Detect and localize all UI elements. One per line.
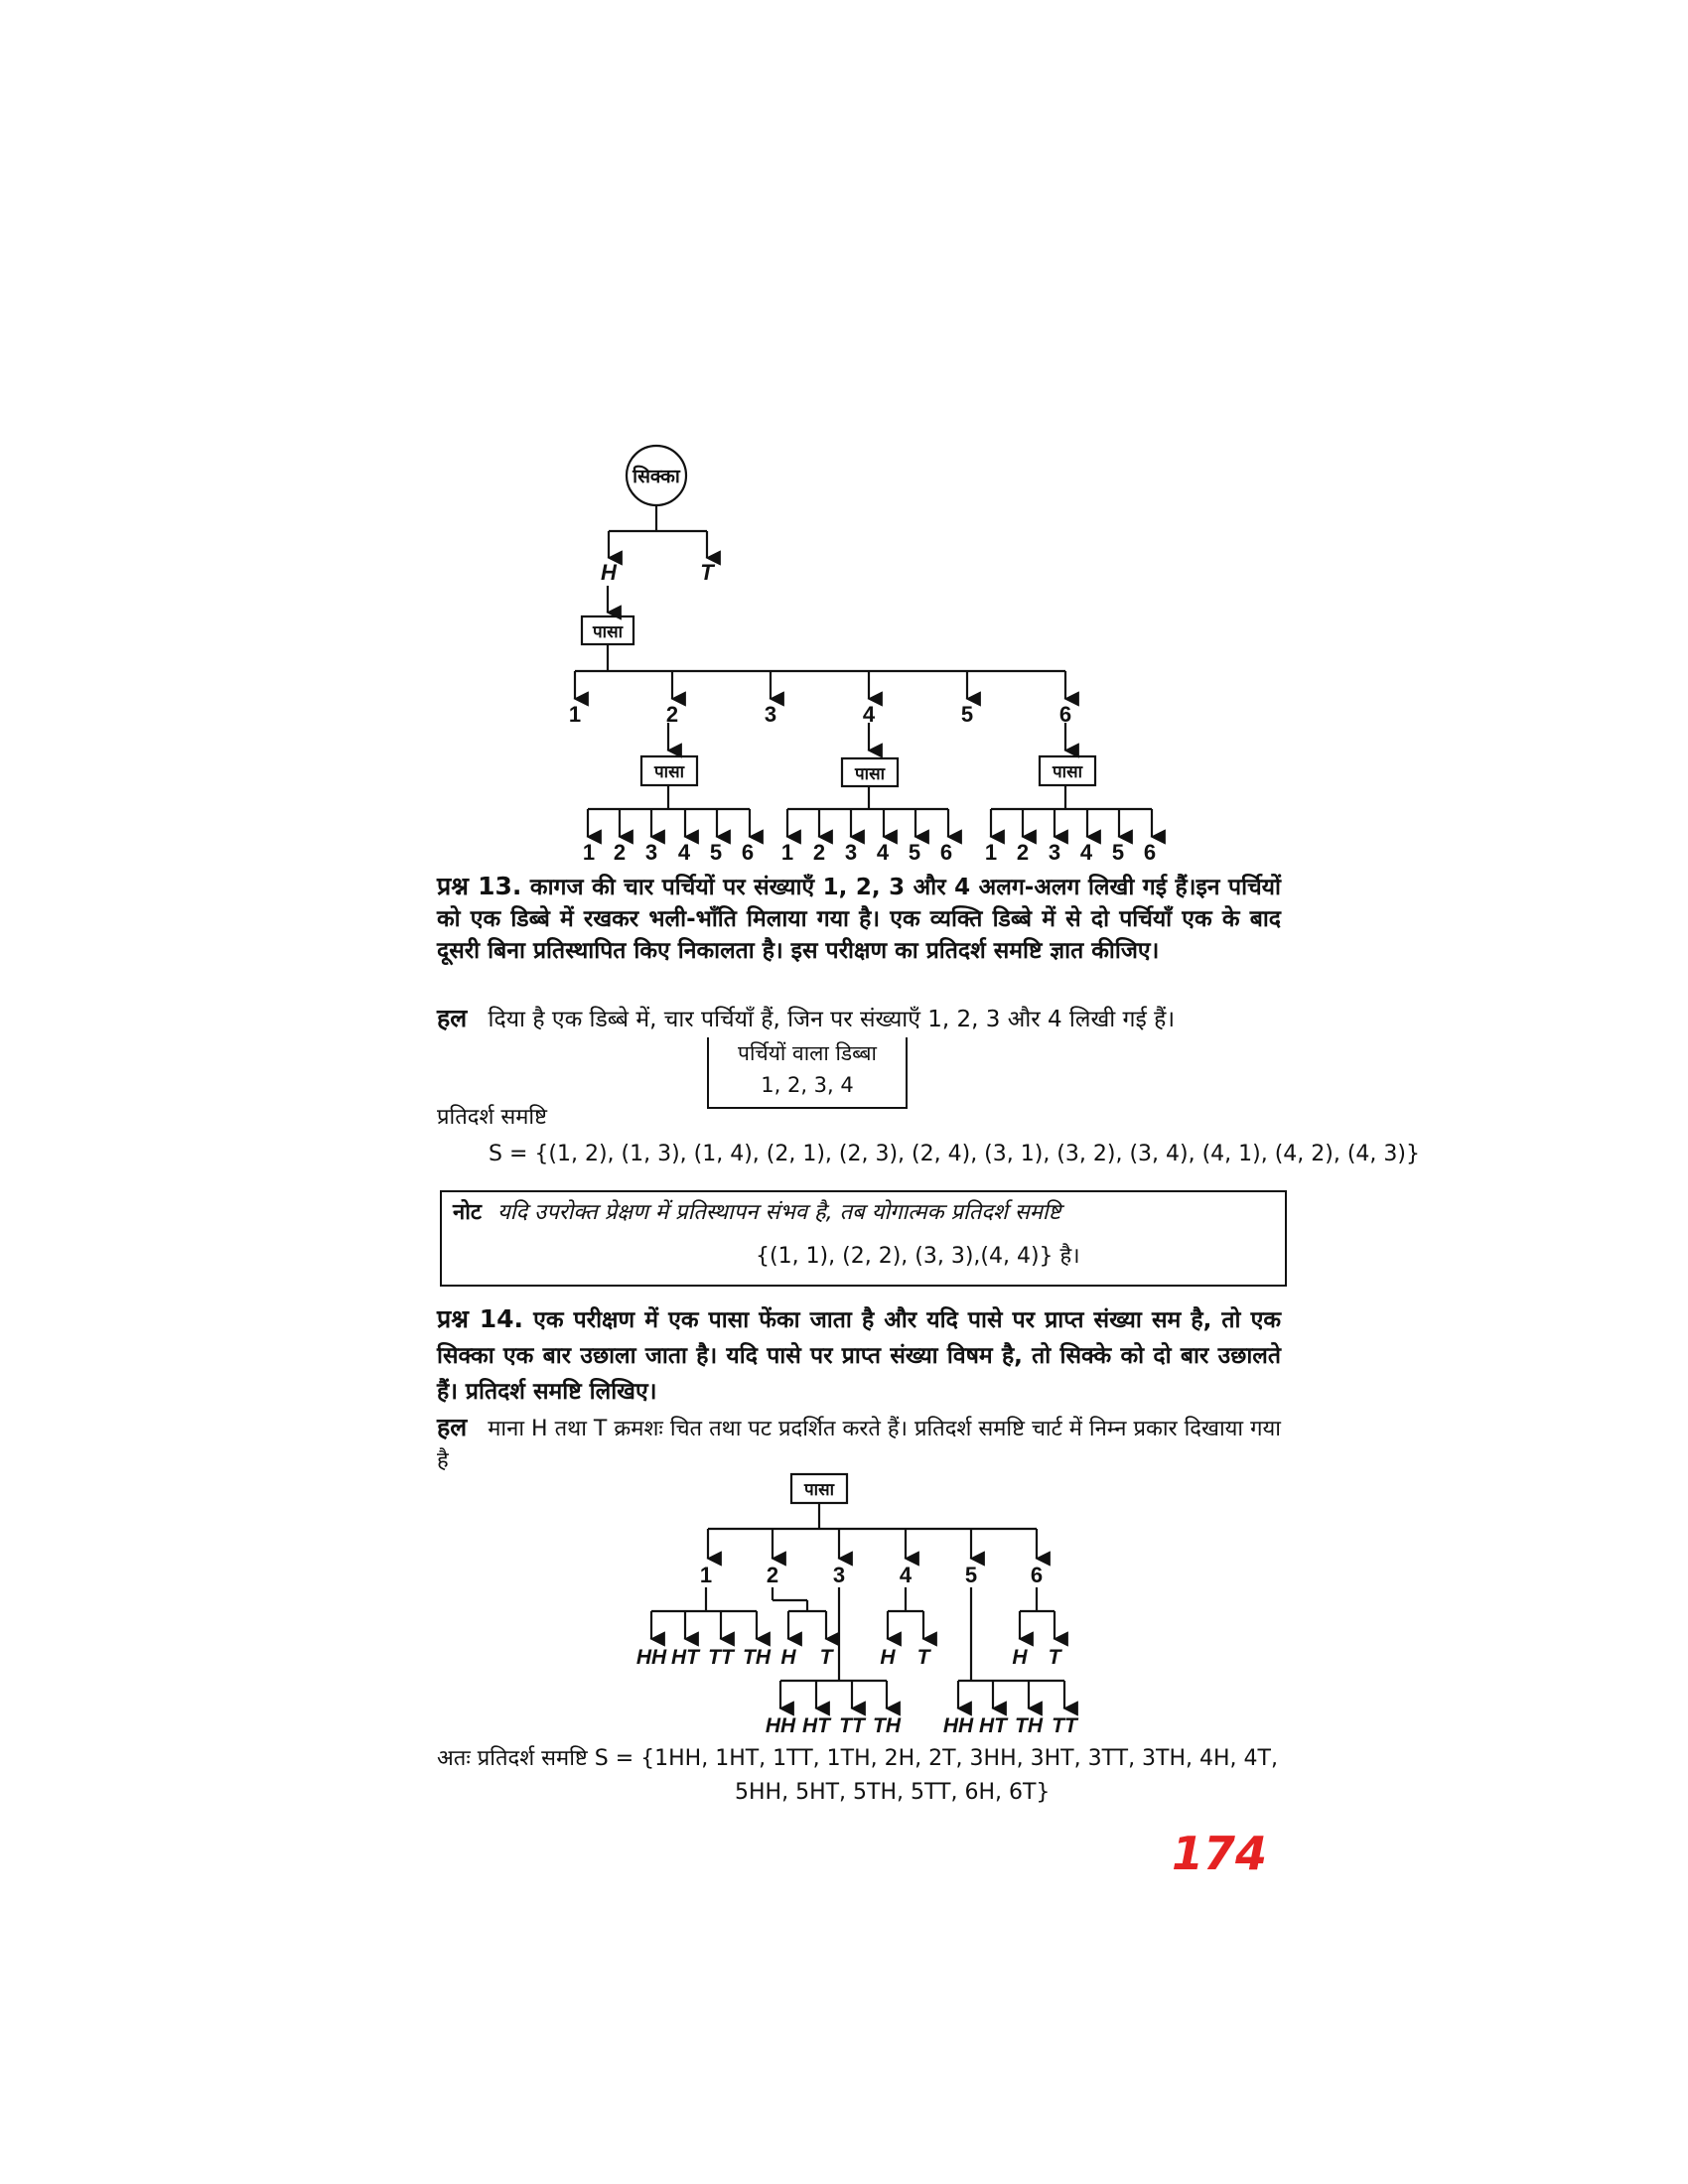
sub-outcome: 4 [677, 840, 691, 865]
toss-outcome: HT [802, 1714, 830, 1737]
toss-outcome: H [1012, 1646, 1028, 1669]
solution-14-text: माना H तथा T क्रमशः चित तथा पट प्रदर्शित करते हैं। प्रतिदर्श समष्टि चार्ट में निम्न प्रकार दिखाया गया है [437, 1417, 1282, 1473]
slips-box [707, 1037, 908, 1109]
slips-box-values: 1, 2, 3, 4 [761, 1073, 854, 1097]
toss-outcome: HH [942, 1714, 974, 1737]
die-outcome: 2 [766, 1563, 779, 1587]
toss-outcome: HH [765, 1714, 796, 1737]
die-outcome: 3 [764, 702, 777, 727]
solution-13 [437, 1003, 1175, 1035]
slips-box-title: पर्चियों वाला डिब्बा [738, 1041, 877, 1065]
note-set: {(1, 1), (2, 2), (3, 3),(4, 4)} है। [756, 1244, 1080, 1269]
die-outcome: 6 [1030, 1563, 1044, 1587]
die-outcome: 1 [699, 1563, 713, 1587]
question-14 [437, 1301, 1281, 1410]
die-node-label: पासा [855, 764, 885, 783]
sub-outcome: 4 [1079, 840, 1093, 865]
sub-outcome: 2 [1016, 840, 1030, 865]
sub-outcome: 5 [709, 840, 723, 865]
die-node-label: पासा [804, 1480, 834, 1499]
sub-outcome: 3 [644, 840, 658, 865]
die-outcome: 4 [862, 702, 876, 727]
toss-outcome: HH [635, 1646, 667, 1669]
question-14-text: एक परीक्षण में एक पासा फेंका जाता है और यदि पासे पर प्राप्त संख्या सम है, तो एक सिक्का एक बार उछाला जाता है। यदि पासे पर प्राप्त संख्या विषम है, तो सिक्के को दो बार उछालते हैं। प्रतिदर्श समष्टि लिखिए। [437, 1307, 1281, 1405]
coin-outcome: H [601, 560, 617, 585]
toss-outcome: TT [1052, 1714, 1077, 1737]
toss-outcome: H [780, 1646, 796, 1669]
sub-outcome: 2 [613, 840, 627, 865]
die-node-label: पासा [593, 622, 623, 641]
die-outcome: 2 [665, 702, 679, 727]
sub-outcome: 4 [876, 840, 890, 865]
sub-outcome: 6 [939, 840, 953, 865]
coin-node-label: सिक्का [633, 467, 680, 487]
toss-outcome: HT [671, 1646, 699, 1669]
note-text: यदि उपरोक्त प्रेक्षण में प्रतिस्थापन संभव है, तब योगात्मक प्रतिदर्श समष्टि [497, 1200, 1061, 1225]
sub-outcome: 2 [812, 840, 826, 865]
die-outcome: 4 [899, 1563, 913, 1587]
sub-outcome: 6 [741, 840, 755, 865]
die-outcome: 3 [832, 1563, 846, 1587]
solution-label: हल [437, 1004, 468, 1032]
page-number: 174 [1172, 1827, 1268, 1880]
coin-outcome: T [700, 560, 714, 585]
sub-outcome: 5 [1111, 840, 1125, 865]
tree-diagram-die-coin [0, 1469, 1688, 1767]
die-node-label: पासा [1053, 762, 1082, 781]
question-13-label: प्रश्न 13. [437, 872, 522, 900]
toss-outcome: T [819, 1646, 833, 1669]
sub-outcome: 1 [984, 840, 998, 865]
toss-outcome: H [880, 1646, 896, 1669]
note-line [453, 1197, 1060, 1229]
sub-outcome: 3 [844, 840, 858, 865]
question-13 [437, 871, 1281, 967]
toss-outcome: TT [708, 1646, 734, 1669]
toss-outcome: T [1048, 1646, 1061, 1669]
toss-outcome: TT [839, 1714, 865, 1737]
die-outcome: 5 [960, 702, 974, 727]
toss-outcome: TH [1015, 1714, 1043, 1737]
note-box [440, 1190, 1287, 1287]
answer-line-2: 5HH, 5HT, 5TH, 5TT, 6H, 6T} [735, 1780, 1051, 1805]
sub-outcome: 3 [1048, 840, 1061, 865]
question-14-label: प्रश्न 14. [437, 1304, 523, 1333]
sample-space-13: S = {(1, 2), (1, 3), (1, 4), (2, 1), (2, 3), (2, 4), (3, 1), (3, 2), (3, 4), (4, 1), (4, 2), (4, 3)} [489, 1142, 1420, 1166]
toss-outcome: TH [873, 1714, 901, 1737]
answer-line-1: अतः प्रतिदर्श समष्टि S = {1HH, 1HT, 1TT, 1TH, 2H, 2T, 3HH, 3HT, 3TT, 3TH, 4H, 4T, [437, 1746, 1278, 1771]
solution-14 [437, 1412, 1281, 1477]
sub-outcome: 1 [582, 840, 596, 865]
solution-13-text: दिया है एक डिब्बे में, चार पर्चियाँ हैं, जिन पर संख्याएँ 1, 2, 3 और 4 लिखी गई हैं। [488, 1007, 1176, 1032]
sub-outcome: 1 [780, 840, 794, 865]
toss-outcome: TH [743, 1646, 771, 1669]
toss-outcome: T [916, 1646, 930, 1669]
note-label: नोट [453, 1200, 482, 1225]
solution-label: हल [437, 1413, 468, 1441]
die-outcome: 1 [568, 702, 582, 727]
sub-outcome: 5 [908, 840, 921, 865]
question-13-text: कागज की चार पर्चियों पर संख्याएँ 1, 2, 3 और 4 अलग-अलग लिखी गई हैं।इन पर्चियों को एक डिब्बे में रखकर भली-भाँति मिलाया गया है। एक व्यक्ति डिब्बे में से दो पर्चियाँ एक के बाद दूसरी बिना प्रतिस्थापित किए निकालता है। इस परीक्षण का प्रतिदर्श समष्टि ज्ञात कीजिए। [437, 875, 1281, 964]
die-node-label: पासा [654, 762, 684, 781]
die-outcome: 6 [1058, 702, 1072, 727]
die-outcome: 5 [964, 1563, 978, 1587]
sample-space-label: प्रतिदर्श समष्टि [437, 1105, 547, 1130]
sub-outcome: 6 [1143, 840, 1157, 865]
tree-diagram-coin-die [0, 0, 1688, 874]
toss-outcome: HT [979, 1714, 1007, 1737]
